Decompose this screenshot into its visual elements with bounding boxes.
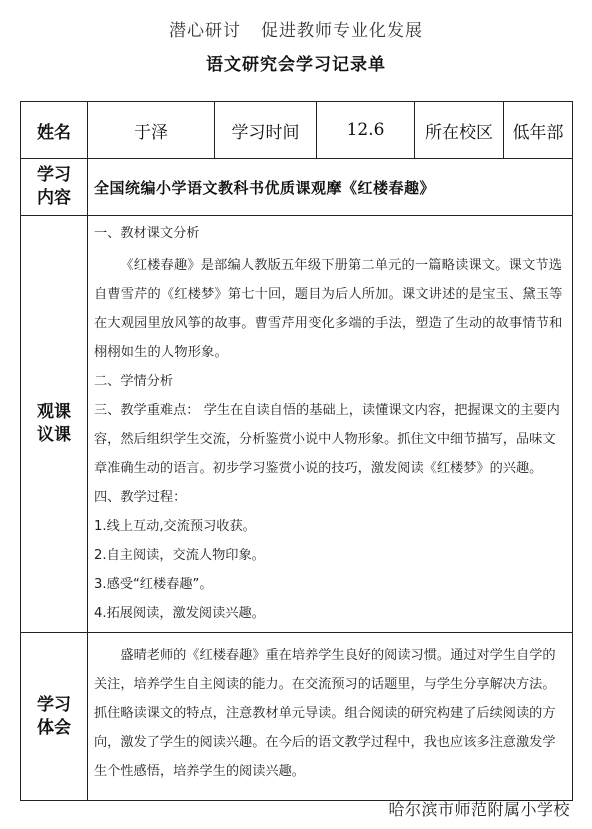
lesson-notes-label-line2: 议课	[37, 425, 71, 445]
lesson-notes-row	[21, 216, 573, 633]
slogan-right: 促进教师专业化发展	[261, 21, 423, 41]
section3-text: 三、教学重难点： 学生在自读自悟的基础上，读懂课文内容，把握课文的主要内容，然后组织学生交流，分析鉴赏小说中人物形象。抓住文中细节描写，品味文章准确生动的语言。初步学习鉴赏小说的技巧，激发阅读《红楼梦》的兴趣。	[94, 403, 560, 476]
study-content-label-line1: 学习	[37, 165, 71, 185]
name-value: 于泽	[88, 102, 215, 159]
lesson-notes-label	[21, 216, 88, 633]
name-label: 姓名	[21, 102, 88, 159]
step-item: 3.感受“红楼春趣”。	[94, 577, 213, 592]
experience-label-line2: 体会	[37, 717, 71, 738]
experience-label-line1: 学习	[37, 694, 71, 715]
section1-heading: 一、教材课文分析	[94, 226, 200, 241]
step-item: 4.拓展阅读，激发阅读兴趣。	[94, 606, 265, 621]
lesson-notes-content	[88, 216, 573, 633]
school-name: 哈尔滨市师范附属小学校	[388, 800, 570, 819]
experience-label	[21, 633, 88, 801]
time-value: 12.6	[317, 102, 415, 159]
lesson-notes-label-line1: 观课	[37, 402, 71, 422]
step-item: 1.线上互动,交流预习收获。	[94, 519, 256, 534]
study-content-value: 全国统编小学语文教科书优质课观摩《红楼春趣》	[88, 159, 573, 216]
study-content-label	[21, 159, 88, 216]
document-title: 语文研究会学习记录单	[206, 55, 386, 75]
experience-text: 盛晴老师的《红楼春趣》重在培养学生良好的阅读习惯。通过对学生自学的关注，培养学生自主阅读的能力。在交流预习的话题里，与学生分享解决方法。抓住略读课文的特点，注意教材单元导读。组合阅读的研究构建了后续阅读的方向，激发了学生的阅读兴趣。在今后的语文教学过程中，我也应该多注意激发学生个性感悟，培养学生的阅读兴趣。	[88, 633, 573, 801]
slogan-left: 潜心研讨	[169, 21, 241, 41]
study-content-label-line2: 内容	[37, 188, 71, 208]
section2-heading: 二、学情分析	[94, 374, 174, 389]
section1-text: 《红楼春趣》是部编人教版五年级下册第二单元的一篇略读课文。课文节选自曹雪芹的《红楼梦》第七十回，题目为后人所加。课文讲述的是宝玉、黛玉等在大观园里放风筝的故事。曹雪芹用变化多端的手法，塑造了生动的故事情节和栩栩如生的人物形象。	[94, 258, 563, 360]
time-label: 学习时间	[215, 102, 317, 159]
campus-value: 低年部	[504, 102, 573, 159]
step-item: 2.自主阅读，交流人物印象。	[94, 548, 265, 563]
header-slogan	[0, 16, 592, 41]
info-row	[21, 102, 573, 159]
campus-label: 所在校区	[415, 102, 504, 159]
experience-row	[21, 633, 573, 801]
record-table	[20, 101, 573, 801]
section4-heading: 四、教学过程：	[94, 490, 187, 505]
study-content-row	[21, 159, 573, 216]
